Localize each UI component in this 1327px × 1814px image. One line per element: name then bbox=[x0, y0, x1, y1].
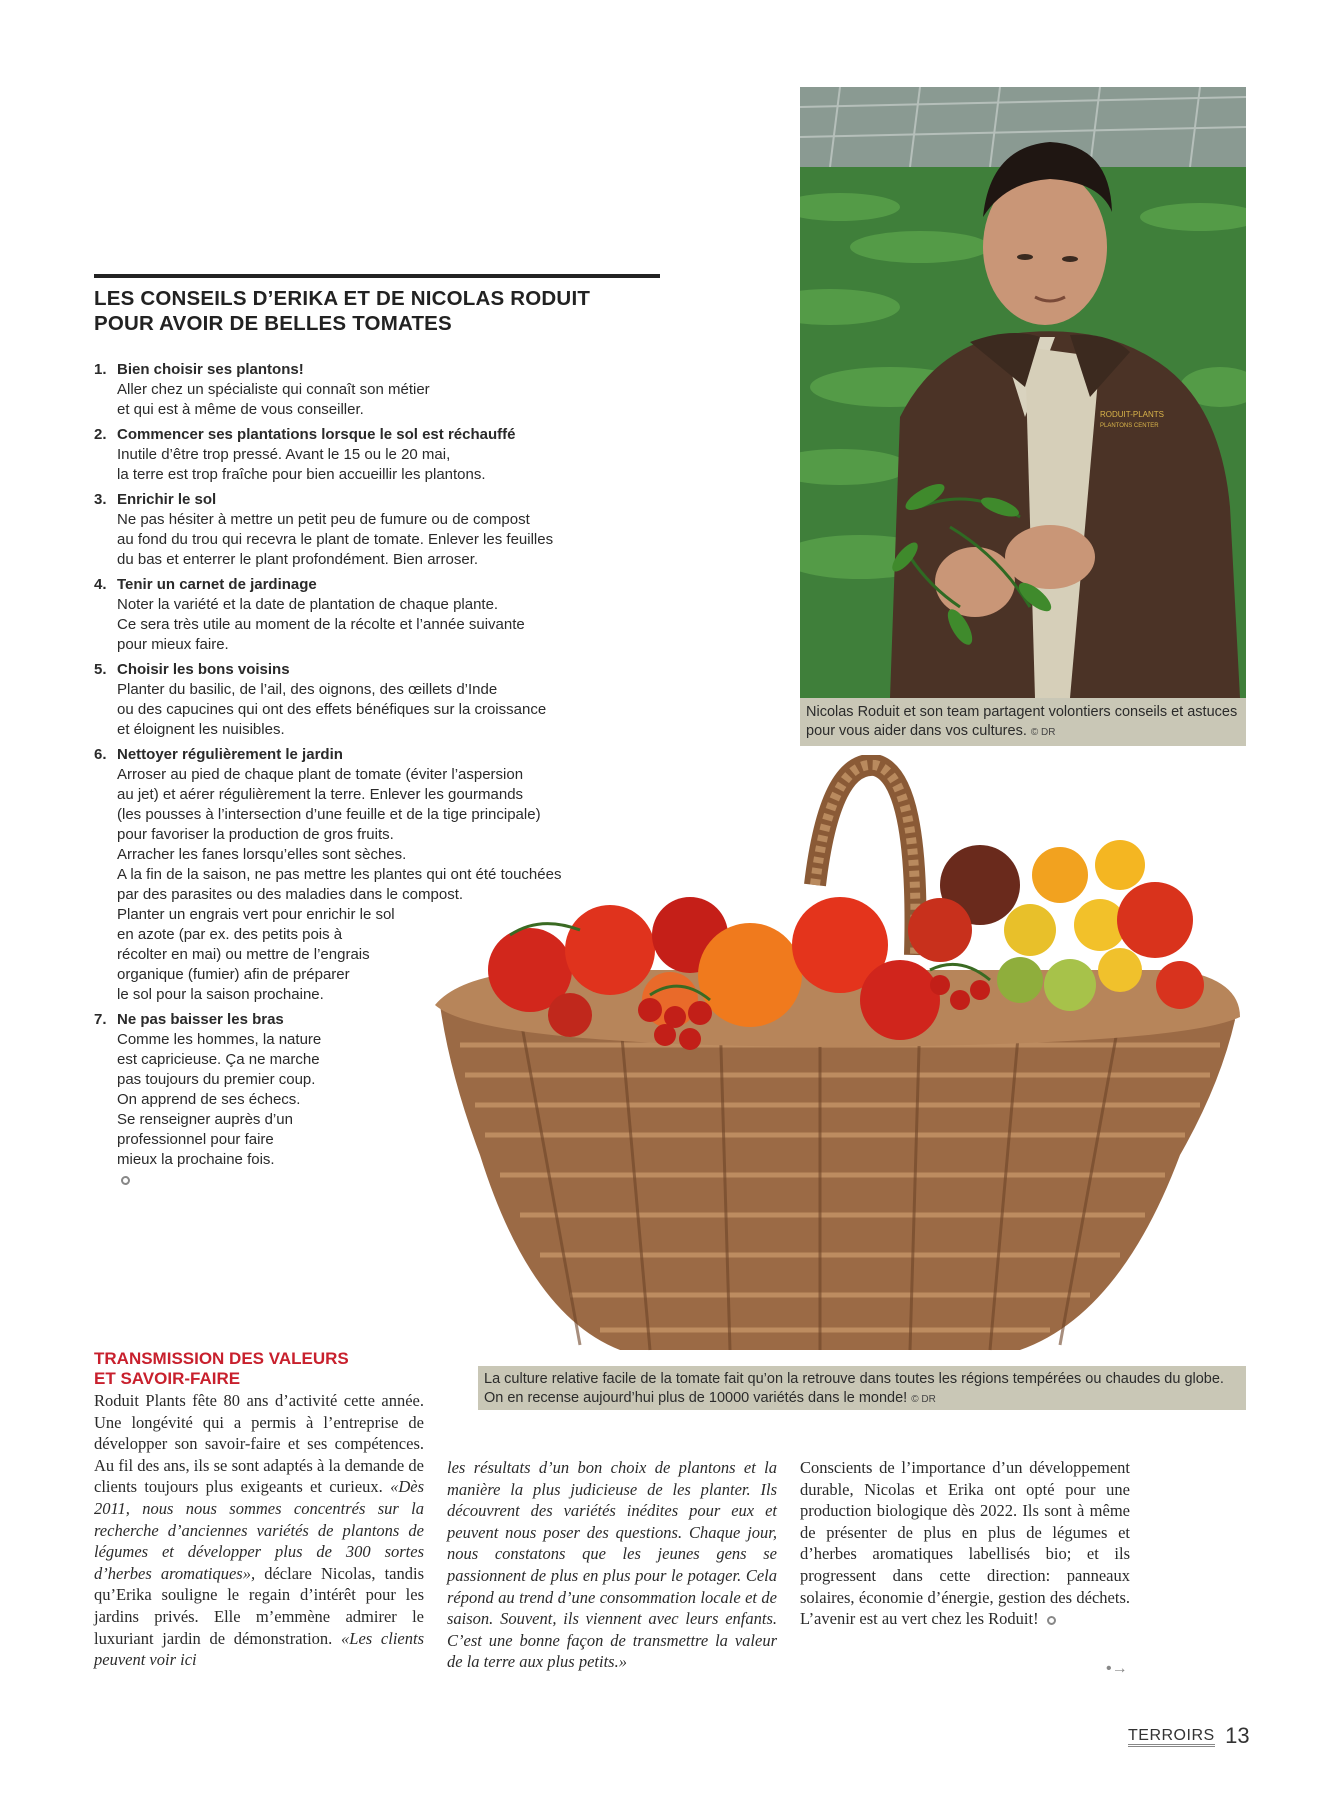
col2-text: les résultats d’un bon choix de plantons et la manière la plus judicieuse de les planter. Ils découvrent des variétés inédites pour eux et peuvent nous poser des questions. Chaque jour, nous constatons que les jeunes gens se passionnent de plus en plus pour le potager. Cela répond au trend d’une consommation locale et de saison. Souvent, ils viennent avec leurs enfants. C’est une bonne façon de transmettre la valeur de la terre aux plus petits.» bbox=[447, 1458, 777, 1672]
col1-quote-2: «Les clients peuvent voir ici bbox=[94, 1628, 424, 1670]
box-top-rule bbox=[94, 274, 660, 278]
jacket-logo-sub: PLANTONS CENTER bbox=[1100, 423, 1159, 429]
article-column-1 bbox=[94, 1390, 424, 1671]
tip-number: 2. bbox=[94, 426, 107, 443]
tip-body: Noter la variété et la date de plantation de chaque plante. Ce sera très utile au moment de la récolte et l’année suivante pour mieux faire. bbox=[117, 596, 525, 653]
basket-caption-text: La culture relative facile de la tomate fait qu’on la retrouve dans toutes les régions tempérées ou chaudes du globe. On en recense aujourd’hui plus de 10000 variétés dans le monde! bbox=[484, 1371, 1224, 1406]
end-mark-icon bbox=[1047, 1616, 1056, 1625]
tip-item bbox=[94, 745, 654, 1005]
tip-number: 1. bbox=[94, 361, 107, 378]
tip-body: Ne pas hésiter à mettre un petit peu de fumure ou de compost au fond du trou qui recevra le plant de tomate. Enlever les feuilles du bas et enterrer le plant profondément. Bien arroser. bbox=[117, 511, 554, 568]
tip-item bbox=[94, 360, 654, 420]
tip-body: Comme les hommes, la nature est capricieuse. Ça ne marche pas toujours du premier coup. On apprend de ses échecs. Se renseigner auprès d’un professionnel pour faire mieux la prochaine fois. bbox=[117, 1031, 322, 1168]
tip-item bbox=[94, 425, 654, 485]
box-title bbox=[94, 286, 674, 336]
basket-credit: © DR bbox=[911, 1394, 936, 1405]
tip-item bbox=[94, 1010, 654, 1190]
col1-text: Roduit Plants fête 80 ans d’activité cette année. Une longévité qui a permis à l’entreprise de développer son savoir-faire et ses compétences. Au fil des ans, ils se sont adaptés à la demande de clients toujours plus exigeants et curieux. bbox=[94, 1391, 424, 1497]
tip-body: Inutile d’être trop pressé. Avant le 15 ou le 20 mai, la terre est trop fraîche pour bien accueillir les plantons. bbox=[117, 446, 486, 483]
caption-text: Nicolas Roduit et son team partagent volontiers conseils et astuces pour vous aider dans vos cultures. bbox=[806, 704, 1238, 739]
tip-title: Nettoyer régulièrement le jardin bbox=[117, 746, 343, 763]
tip-title: Tenir un carnet de jardinage bbox=[117, 576, 317, 593]
box-title-line-1: LES CONSEILS D’ERIKA ET DE NICOLAS RODUIT bbox=[94, 287, 591, 310]
basket-caption bbox=[478, 1366, 1246, 1410]
tip-number: 6. bbox=[94, 746, 107, 763]
tip-title: Choisir les bons voisins bbox=[117, 661, 290, 678]
tip-title: Commencer ses plantations lorsque le sol est réchauffé bbox=[117, 426, 516, 443]
tip-body: Planter du basilic, de l’ail, des oignons, des œillets d’Inde ou des capucines qui ont des effets bénéfiques sur la croissance et éloignent les nuisibles. bbox=[117, 681, 547, 738]
tip-title: Ne pas baisser les bras bbox=[117, 1011, 284, 1028]
tip-number: 4. bbox=[94, 576, 107, 593]
greenhouse-illustration bbox=[800, 87, 1246, 698]
page-footer bbox=[1128, 1723, 1250, 1749]
col3-text: Conscients de l’importance d’un développement durable, Nicolas et Erika ont opté pour une production biologique dès 2022. Ils sont à même de présenter de plus en plus de légumes et d’herbes aromatiques labellisés bio; et ils progressent dans cette direction: panneaux solaires, économie d’énergie, gestion des déchets. L’avenir est au vert chez les Roduit! bbox=[800, 1458, 1130, 1629]
col1-text-2: déclare Nicolas, tandis qu’Erika souligne le regain d’intérêt pour les jardins privés. Elle m’emmène admirer le luxuriant jardin de démonstration. bbox=[94, 1563, 424, 1648]
section-heading-line-2: ET SAVOIR-FAIRE bbox=[94, 1369, 241, 1388]
section-heading bbox=[94, 1349, 424, 1389]
page-number: 13 bbox=[1225, 1723, 1250, 1748]
col1-quote: «Dès 2011, nous nous sommes concentrés sur la recherche d’anciennes variétés de plantons de légumes et développer plus de 300 sortes d’herbes aromatiques», bbox=[94, 1477, 424, 1583]
section-heading-line-1: TRANSMISSION DES VALEURS bbox=[94, 1349, 349, 1368]
article-column-2 bbox=[447, 1457, 777, 1673]
end-mark-icon bbox=[121, 1176, 130, 1185]
article-column-3 bbox=[800, 1457, 1130, 1630]
continue-arrow-icon: •→ bbox=[1106, 1660, 1128, 1677]
tip-number: 7. bbox=[94, 1011, 107, 1028]
tip-number: 5. bbox=[94, 661, 107, 678]
box-title-line-2: POUR AVOIR DE BELLES TOMATES bbox=[94, 312, 452, 335]
tip-title: Enrichir le sol bbox=[117, 491, 217, 508]
tip-item bbox=[94, 660, 654, 740]
photo-credit: © DR bbox=[1030, 727, 1056, 738]
tip-number: 3. bbox=[94, 491, 107, 508]
greenhouse-photo bbox=[800, 87, 1246, 698]
tip-title: Bien choisir ses plantons! bbox=[117, 361, 304, 378]
tip-item bbox=[94, 490, 654, 570]
jacket-logo: RODUIT-PLANTS bbox=[1100, 410, 1165, 419]
tip-body: Aller chez un spécialiste qui connaît son métier et qui est à même de vous conseiller. bbox=[117, 381, 430, 418]
tip-body: Arroser au pied de chaque plant de tomate (éviter l’aspersion au jet) et aérer régulièrement la terre. Enlever les gourmands (les pousses à l’intersection d’une feuille et de la tige principale) pour favoriser la production de gros fruits. Arracher les fanes lorsqu’elles sont sèches. A la fin de la saison, ne pas mettre les plantes qui ont été touchées par des parasites ou des maladies dans le compost. Planter un engrais vert pour enrichir le sol en azote (par ex. des petits pois à récolter en mai) ou mettre de l’engrais organique (fumier) afin de préparer le sol pour la saison prochaine. bbox=[117, 766, 562, 1003]
magazine-brand: TERROIRS bbox=[1128, 1727, 1215, 1747]
tips-list bbox=[94, 360, 654, 1195]
photo-caption bbox=[800, 698, 1246, 746]
tip-item bbox=[94, 575, 654, 655]
